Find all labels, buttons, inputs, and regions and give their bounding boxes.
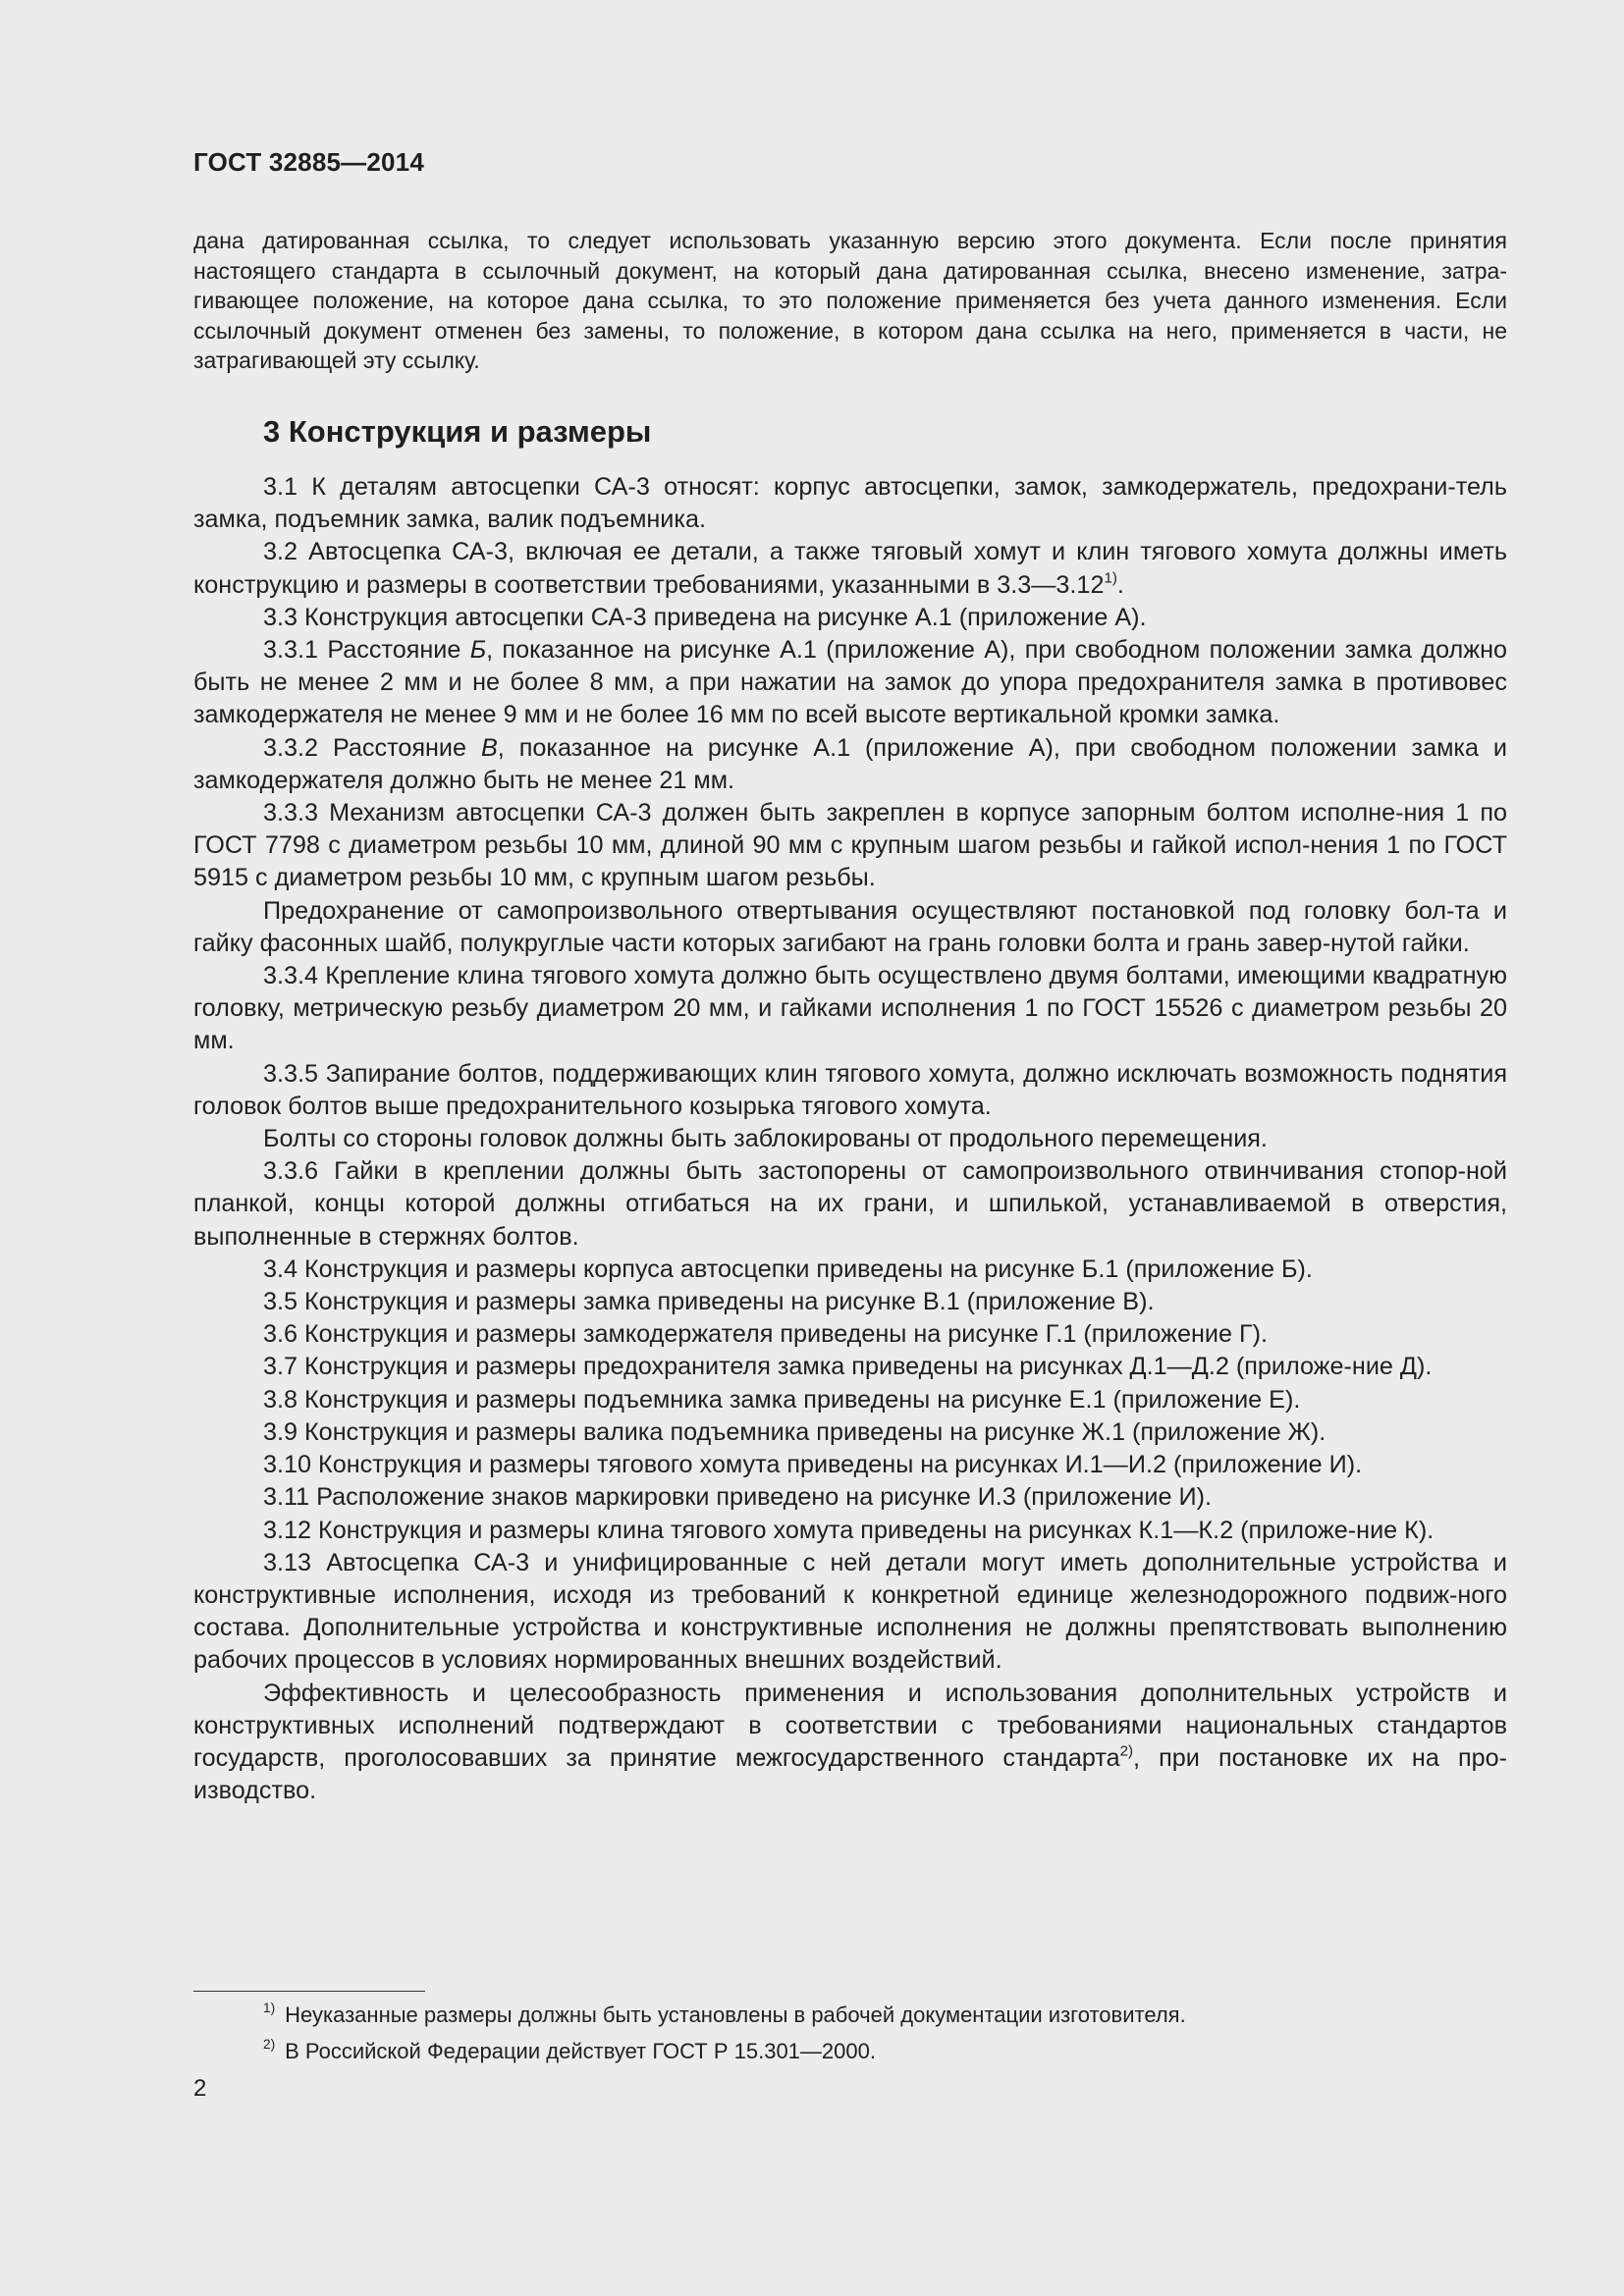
paragraph-3-3-3-continued: Предохранение от самопроизвольного отвертывания осуществляют постановкой под головку бол-та и гайку фасонных шайб, полукруглые части которых загибают на грань головки болта и грань завер-нутой гайки. [193,896,1507,957]
paragraph-3-3-6: 3.3.6 Гайки в креплении должны быть застопорены от самопроизвольного отвинчивания стопор-ной планкой, концы которой должны отгибаться на их грани, и шпилькой, устанавливаемой в отверстия, выполненные в стержнях болтов. [193,1157,1507,1251]
paragraph-3-12: 3.12 Конструкция и размеры клина тягового хомута приведены на рисунках К.1—К.2 (приложе-ние К). [263,1516,1435,1544]
intro-line: гивающее положение, на которое дана ссылка, то это положение применяется без учета данного изменения. Если [193,288,1507,313]
paragraph-3-11: 3.11 Расположение знаков маркировки приведено на рисунке И.3 (приложение И). [263,1483,1212,1512]
paragraph-3-13: 3.13 Автосцепка СА-3 и унифицированные с ней детали могут иметь дополнительные устройства и конструктивные исполнения, исходя из требований к конкретной единице железнодорожного подвиж-ного состава. Дополнительные устройства и конструктивные исполнения не должны препятствовать выполнению рабочих процессов в условиях нормированных внешних воздействий. [193,1548,1507,1675]
paragraph-3-3-1 [193,634,1507,732]
paragraph-3-10: 3.10 Конструкция и размеры тягового хомута приведены на рисунках И.1—И.2 (приложение И). [263,1451,1363,1479]
footnotes [263,1997,1186,2069]
paragraph-3-3-2-lead: 3.3.2 Расстояние [263,733,481,762]
paragraph-3-3: 3.3 Конструкция автосцепки СА-3 приведена на рисунке А.1 (приложение А). [263,603,1147,631]
paragraph-3-4: 3.4 Конструкция и размеры корпуса автосцепки приведены на рисунке Б.1 (приложение Б). [263,1255,1313,1283]
intro-line: ссылочный документ отменен без замены, то положение, в котором дана ссылка на него, применяется в части, не [193,317,1507,344]
footnote-mark: 2) [263,2036,276,2052]
paragraph-3-3-2-text: , показанное на рисунке А.1 (приложение А), при свободном положении замка и замкодержателя должно быть не менее 21 мм. [193,733,1508,794]
paragraph-3-5: 3.5 Конструкция и размеры замка приведены на рисунке В.1 (приложение В). [263,1288,1155,1316]
paragraph-3-7: 3.7 Конструкция и размеры предохранителя замка приведены на рисунках Д.1—Д.2 (приложе-ние Д). [263,1353,1433,1381]
paragraph-3-3-4: 3.3.4 Крепление клина тягового хомута должно быть осуществлено двумя болтами, имеющими квадратную головку, метрическую резьбу диаметром 20 мм, и гайками исполнения 1 по ГОСТ 15526 с диаметром резьбы 20 мм. [193,962,1507,1055]
paragraph-3-3-3: 3.3.3 Механизм автосцепки СА-3 должен быть закреплен в корпусе запорным болтом исполне-ния 1 по ГОСТ 7798 с диаметром резьбы 10 мм, длиной 90 мм с крупным шагом резьбы и гайкой испол-нения 1 по ГОСТ 5915 с диаметром резьбы 10 мм, с крупным шагом резьбы. [193,799,1507,892]
footnote-1 [263,1997,1186,2033]
paragraph-3-3-2 [193,732,1507,797]
paragraph-3-3-1-text: , показанное на рисунке А.1 (приложение А), при свободном положении замка должно быть не менее 2 мм и не более 8 мм, а при нажатии на замок до упора предохранителя замка в противовес замкодержателя не менее 9 мм и не более 16 мм по всей высоте вертикальной кромки замка. [193,636,1507,729]
paragraph-3-3-1-lead: 3.3.1 Расстояние [263,636,470,665]
paragraph-3-13-continued-text: Эффективность и целесообразность применения и использования дополнительных устройств и конструктивных исполнений подтверждают в соответствии с требованиями национальных стандартов государств, проголосовавших за принятие межгосударственного стандарта [193,1679,1507,1772]
variable-v: В [480,733,498,762]
paragraph-3-13-continued [193,1678,1507,1808]
footnote-ref-2: 2) [1119,1742,1134,1760]
intro-paragraph [193,226,1507,376]
paragraph-3-2 [193,536,1507,601]
variable-b: Б [469,636,487,665]
intro-line: затрагивающей эту ссылку. [193,347,480,373]
footnote-ref-1: 1) [1104,569,1117,587]
footnote-divider [193,1991,425,1992]
paragraph-3-2-end: . [1116,570,1124,599]
paragraph-3-1: 3.1 К деталям автосцепки СА-3 относят: корпус автосцепки, замок, замкодержатель, предохрани-тель замка, подъемник замка, валик подъемника. [193,473,1507,534]
page-number: 2 [193,2075,207,2102]
paragraph-3-8: 3.8 Конструкция и размеры подъемника замка приведены на рисунке Е.1 (приложение Е). [263,1385,1301,1414]
section-body [193,471,1507,1807]
section-title: 3 Конструкция и размеры [263,414,652,449]
footnote-mark: 1) [263,2000,276,2015]
paragraph-3-3-5-continued: Болты со стороны головок должны быть заблокированы от продольного перемещения. [263,1125,1268,1153]
footnote-text: Неуказанные размеры должны быть установлены в рабочей документации изготовителя. [285,2002,1186,2027]
paragraph-3-13-continued-end: , при постановке их на про-изводство. [193,1743,1507,1805]
paragraph-3-3-5: 3.3.5 Запирание болтов, поддерживающих клин тягового хомута, должно исключать возможность поднятия головок болтов выше предохранительного козырька тягового хомута. [193,1059,1507,1120]
paragraph-3-6: 3.6 Конструкция и размеры замкодержателя приведены на рисунке Г.1 (приложение Г). [263,1320,1269,1349]
intro-line: настоящего стандарта в ссылочный документ, на который дана датированная ссылка, внесено изменение, затра- [193,257,1507,284]
paragraph-3-2-text: 3.2 Автосцепка СА-3, включая ее детали, а также тяговый хомут и клин тягового хомута должны иметь конструкцию и размеры в соответствии требованиями, указанными в 3.3—3.12 [193,538,1507,599]
footnote-2 [263,2033,1186,2069]
paragraph-3-9: 3.9 Конструкция и размеры валика подъемника приведены на рисунке Ж.1 (приложение Ж). [263,1417,1326,1446]
footnote-text: В Российской Федерации действует ГОСТ Р 15.301—2000. [285,2039,876,2063]
document-header: ГОСТ 32885—2014 [193,147,424,177]
intro-line: дана датированная ссылка, то следует использовать указанную версию этого документа. Если после принятия [193,228,1507,253]
